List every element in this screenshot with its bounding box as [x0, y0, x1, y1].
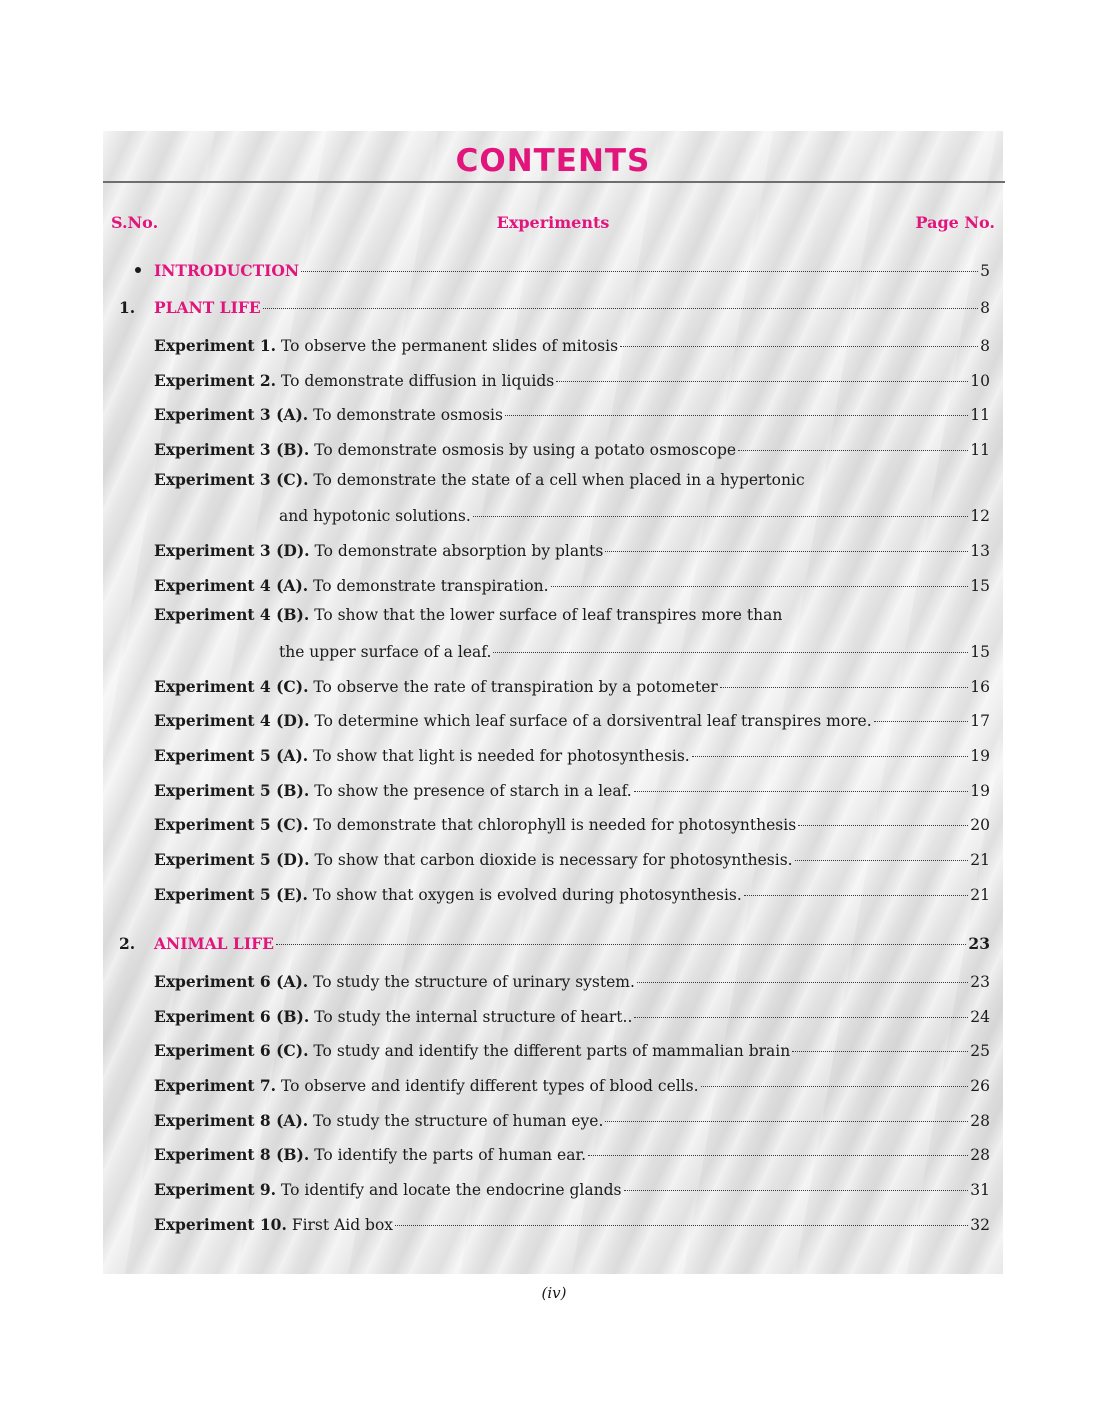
toc-entry[interactable]	[154, 400, 990, 422]
experiment-desc-cont: the upper surface of a leaf.	[279, 642, 492, 661]
page-number: 32	[970, 1215, 990, 1234]
toc-entry-continuation[interactable]	[279, 501, 990, 523]
toc-entry[interactable]	[154, 776, 990, 798]
toc-entry-first-line[interactable]	[154, 605, 782, 624]
toc-entry[interactable]	[154, 845, 990, 867]
dot-leader	[637, 963, 968, 983]
experiment-label: Experiment 7.	[154, 1075, 277, 1095]
experiment-desc: To show the presence of starch in a leaf.	[314, 781, 632, 800]
experiment-desc-cont: and hypotonic solutions.	[279, 506, 471, 525]
toc-entry-first-line[interactable]	[154, 470, 805, 489]
dot-leader	[263, 289, 978, 309]
experiment-desc: To show that oxygen is evolved during photosynthesis.	[312, 885, 742, 904]
experiment-label: Experiment 5 (D).	[154, 849, 310, 869]
experiment-desc: To determine which leaf surface of a dorsiventral leaf transpires more.	[314, 711, 872, 730]
page-number: 23	[968, 933, 990, 953]
dot-leader	[874, 702, 969, 722]
experiment-desc: To show that the lower surface of leaf transpires more than	[314, 606, 783, 624]
experiment-desc: To study the structure of urinary system.	[313, 972, 635, 991]
page-number: 28	[970, 1111, 990, 1130]
dot-leader	[473, 497, 968, 517]
page-number: 5	[980, 261, 990, 280]
toc-entry[interactable]	[154, 741, 990, 763]
toc-entry[interactable]	[154, 706, 990, 728]
page-number: 16	[970, 677, 990, 696]
dot-leader	[692, 737, 969, 757]
experiment-label: Experiment 3 (B).	[154, 439, 310, 459]
experiment-desc: To demonstrate osmosis by using a potato osmoscope	[314, 440, 737, 459]
experiment-desc: To study the internal structure of heart..	[314, 1007, 633, 1026]
dot-leader	[701, 1067, 969, 1087]
dot-leader	[795, 841, 969, 861]
page-number: 21	[970, 885, 990, 904]
experiment-label: Experiment 5 (B).	[154, 780, 310, 800]
experiment-desc: To show that carbon dioxide is necessary for photosynthesis.	[314, 850, 793, 869]
toc-entry[interactable]	[154, 1210, 990, 1232]
toc-entry[interactable]	[154, 435, 990, 457]
toc-intro[interactable]	[119, 256, 990, 278]
dot-leader	[634, 772, 969, 792]
experiment-desc: To demonstrate diffusion in liquids	[281, 371, 555, 390]
toc-entry[interactable]	[154, 366, 990, 388]
header-experiments: Experiments	[496, 213, 610, 232]
page-footer-number: (iv)	[541, 1284, 567, 1302]
page-number: 31	[970, 1180, 990, 1199]
toc-entry[interactable]	[154, 1036, 990, 1058]
experiment-desc: To demonstrate that chlorophyll is needed for photosynthesis	[313, 815, 797, 834]
page-number: 8	[980, 298, 990, 317]
toc-entry[interactable]	[154, 967, 990, 989]
experiment-label: Experiment 10.	[154, 1214, 287, 1234]
experiment-desc: To study the structure of human eye.	[313, 1111, 604, 1130]
experiment-label: Experiment 4 (A).	[154, 575, 309, 595]
experiment-desc: To identify the parts of human ear.	[314, 1145, 587, 1164]
section-label: INTRODUCTION	[154, 260, 300, 280]
page-number: 8	[980, 336, 990, 355]
experiment-label: Experiment 3 (C).	[154, 470, 309, 489]
experiment-label: Experiment 3 (A).	[154, 404, 309, 424]
dot-leader	[551, 567, 969, 587]
toc-entry[interactable]	[154, 672, 990, 694]
page-number: 26	[970, 1076, 990, 1095]
experiment-label: Experiment 8 (A).	[154, 1110, 309, 1130]
experiment-label: Experiment 4 (C).	[154, 676, 309, 696]
page-number: 15	[970, 642, 990, 661]
experiment-desc: To study and identify the different parts of mammalian brain	[313, 1041, 791, 1060]
dot-leader	[605, 532, 968, 552]
experiment-label: Experiment 8 (B).	[154, 1144, 310, 1164]
experiment-label: Experiment 4 (D).	[154, 710, 310, 730]
page-number: 19	[970, 746, 990, 765]
experiment-label: Experiment 1.	[154, 335, 277, 355]
section-number: 2.	[119, 933, 136, 953]
dot-leader	[395, 1206, 968, 1226]
section-number: 1.	[119, 297, 136, 317]
experiment-label: Experiment 5 (E).	[154, 884, 308, 904]
experiment-desc: To observe the permanent slides of mitosis	[281, 336, 619, 355]
toc-entry[interactable]	[154, 1140, 990, 1162]
toc-entry-continuation[interactable]	[279, 637, 990, 659]
dot-leader	[505, 396, 968, 416]
experiment-desc: To demonstrate osmosis	[313, 405, 503, 424]
bullet-icon	[135, 267, 141, 273]
page-number: 19	[970, 781, 990, 800]
dot-leader	[798, 806, 968, 826]
dot-leader	[605, 1102, 968, 1122]
experiment-label: Experiment 4 (B).	[154, 605, 310, 624]
dot-leader	[792, 1032, 968, 1052]
dot-leader	[556, 362, 968, 382]
experiment-desc: To identify and locate the endocrine glands	[281, 1180, 622, 1199]
toc-entry[interactable]	[154, 810, 990, 832]
experiment-desc: To demonstrate absorption by plants	[314, 541, 604, 560]
page-number: 25	[970, 1041, 990, 1060]
dot-leader	[588, 1136, 968, 1156]
dot-leader	[301, 252, 978, 272]
page-number: 23	[970, 972, 990, 991]
toc-entry[interactable]	[154, 880, 990, 902]
experiment-label: Experiment 3 (D).	[154, 540, 310, 560]
experiment-desc: To observe the rate of transpiration by a potometer	[313, 677, 718, 696]
toc-section-plant-life[interactable]	[119, 293, 990, 315]
experiment-desc: To demonstrate the state of a cell when placed in a hypertonic	[313, 471, 805, 489]
toc-section-animal-life[interactable]	[119, 929, 990, 951]
experiment-label: Experiment 5 (C).	[154, 814, 309, 834]
section-label: ANIMAL LIFE	[154, 933, 274, 953]
page-number: 17	[970, 711, 990, 730]
toc-entry[interactable]	[154, 536, 990, 558]
dot-leader	[634, 998, 968, 1018]
experiment-label: Experiment 9.	[154, 1179, 277, 1199]
experiment-desc: First Aid box	[291, 1215, 394, 1234]
experiment-label: Experiment 6 (B).	[154, 1006, 310, 1026]
dot-leader	[720, 668, 968, 688]
dot-leader	[738, 431, 968, 451]
page-title: CONTENTS	[455, 143, 651, 179]
section-label: PLANT LIFE	[154, 297, 261, 317]
toc-entry[interactable]	[154, 1175, 990, 1197]
page-number: 11	[970, 440, 990, 459]
page-number: 28	[970, 1145, 990, 1164]
toc-entry[interactable]	[154, 1106, 990, 1128]
experiment-label: Experiment 2.	[154, 370, 277, 390]
toc-entry[interactable]	[154, 331, 990, 353]
page-number: 12	[970, 506, 990, 525]
dot-leader	[276, 925, 967, 945]
title-rule	[103, 181, 1005, 183]
header-sno: S.No.	[111, 213, 159, 232]
toc-entry[interactable]	[154, 1071, 990, 1093]
experiment-label: Experiment 5 (A).	[154, 745, 309, 765]
dot-leader	[620, 327, 978, 347]
toc-entry[interactable]	[154, 571, 990, 593]
page-number: 11	[970, 405, 990, 424]
header-page-no: Page No.	[915, 213, 995, 232]
page-number: 20	[970, 815, 990, 834]
experiment-desc: To show that light is needed for photosynthesis.	[313, 746, 690, 765]
dot-leader	[624, 1171, 969, 1191]
page-number: 24	[970, 1007, 990, 1026]
page-number: 15	[970, 576, 990, 595]
page-number: 21	[970, 850, 990, 869]
experiment-label: Experiment 6 (C).	[154, 1040, 309, 1060]
experiment-desc: To observe and identify different types of blood cells.	[281, 1076, 699, 1095]
dot-leader	[493, 633, 968, 653]
contents-panel	[103, 131, 1003, 1274]
experiment-label: Experiment 6 (A).	[154, 971, 309, 991]
toc-entry[interactable]	[154, 1002, 990, 1024]
page-number: 10	[970, 371, 990, 390]
page-number: 13	[970, 541, 990, 560]
dot-leader	[744, 876, 968, 896]
experiment-desc: To demonstrate transpiration.	[313, 576, 549, 595]
